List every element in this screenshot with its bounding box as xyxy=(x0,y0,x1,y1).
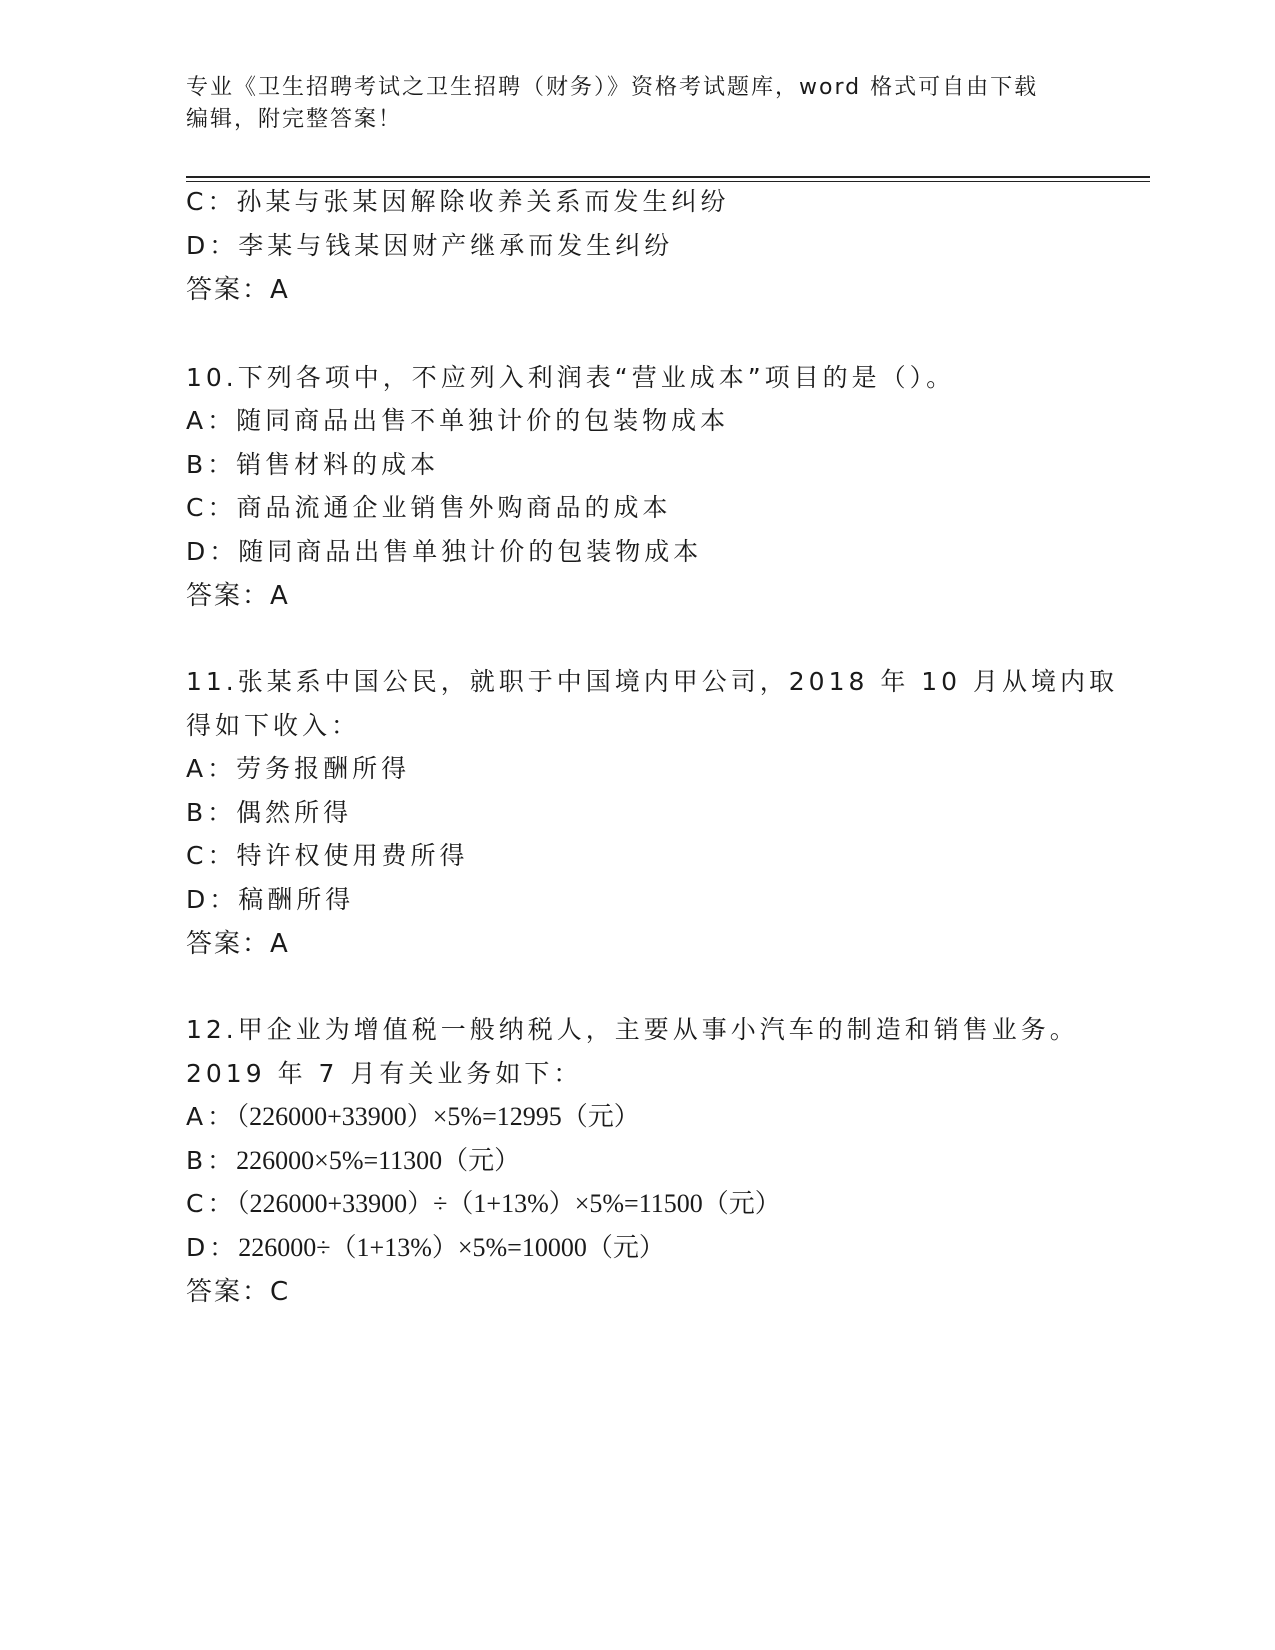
q11-option-d: D：稿酬所得 xyxy=(186,885,355,914)
q11-option-a: A：劳务报酬所得 xyxy=(186,754,411,783)
header-line-1: 专业《卫生招聘考试之卫生招聘（财务）》资格考试题库，word 格式可自由下载 xyxy=(186,75,1039,100)
q11-option-b: B：偶然所得 xyxy=(186,798,353,827)
q12-option-c-prefix: C： xyxy=(186,1189,237,1218)
header-rule-thin xyxy=(186,181,1150,182)
q9-answer: 答案：A xyxy=(186,275,290,305)
q10-question: 10.下列各项中，不应列入利润表“营业成本”项目的是（）。 xyxy=(186,363,956,392)
q12-option-d-value: 226000÷（1+13%）×5%=10000（元） xyxy=(238,1233,665,1262)
q11-option-c: C：特许权使用费所得 xyxy=(186,841,469,870)
q12-option-d xyxy=(186,1232,665,1264)
q10-answer: 答案：A xyxy=(186,581,290,611)
q10-option-a: A：随同商品出售不单独计价的包装物成本 xyxy=(186,406,730,435)
q9-option-c: C：孙某与张某因解除收养关系而发生纠纷 xyxy=(186,187,730,216)
q12-option-d-prefix: D： xyxy=(186,1233,239,1262)
header-rule-thick xyxy=(186,176,1150,178)
q12-option-b-value: 226000×5%=11300（元） xyxy=(236,1146,521,1175)
document-header xyxy=(186,72,1066,136)
q11-answer: 答案：A xyxy=(186,929,290,959)
q12-option-a xyxy=(186,1101,640,1133)
q12-option-a-prefix: A： xyxy=(186,1102,237,1131)
q9-option-d: D：李某与钱某因财产继承而发生纠纷 xyxy=(186,231,674,260)
q10-option-b: B：销售材料的成本 xyxy=(186,450,440,479)
q12-option-b-prefix: B： xyxy=(186,1146,237,1175)
q11-question-line-1: 11.张某系中国公民，就职于中国境内甲公司，2018 年 10 月从境内取 xyxy=(186,667,1119,696)
q10-option-c: C：商品流通企业销售外购商品的成本 xyxy=(186,493,672,522)
header-line-2: 编辑，附完整答案！ xyxy=(186,107,403,132)
q12-option-a-value: （226000+33900）×5%=12995（元） xyxy=(236,1102,640,1131)
q12-option-c-value: （226000+33900）÷（1+13%）×5%=11500（元） xyxy=(236,1189,781,1218)
q11-question-line-2: 得如下收入： xyxy=(186,711,361,740)
q10-option-d: D：随同商品出售单独计价的包装物成本 xyxy=(186,537,703,566)
q12-option-b xyxy=(186,1145,520,1177)
q12-option-c xyxy=(186,1188,781,1220)
q12-answer: 答案：C xyxy=(186,1277,291,1307)
q12-question-line-2: 2019 年 7 月有关业务如下： xyxy=(186,1059,583,1088)
q12-question-line-1: 12.甲企业为增值税一般纳税人，主要从事小汽车的制造和销售业务。 xyxy=(186,1015,1079,1044)
